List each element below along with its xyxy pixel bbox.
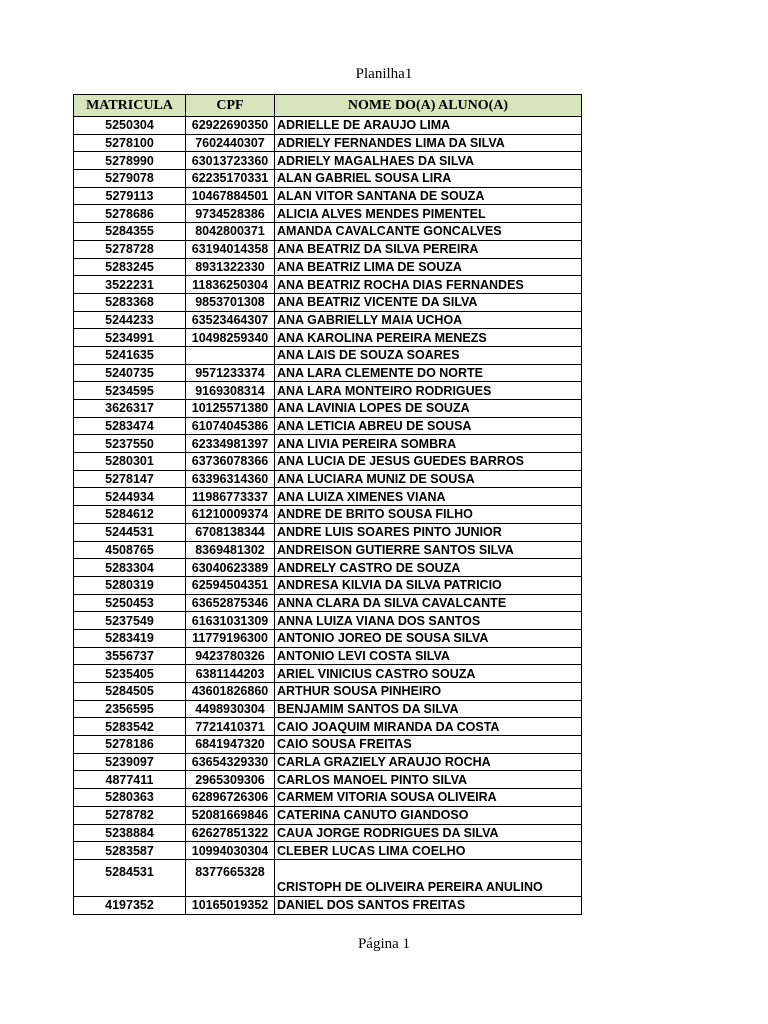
cell-cpf: 9734528386 bbox=[186, 205, 275, 223]
cell-nome: ANA BEATRIZ LIMA DE SOUZA bbox=[275, 258, 582, 276]
cell-matricula: 5278100 bbox=[74, 134, 186, 152]
cell-matricula: 5235405 bbox=[74, 665, 186, 683]
cell-cpf: 62334981397 bbox=[186, 435, 275, 453]
table-row bbox=[74, 417, 582, 435]
cell-cpf: 8931322330 bbox=[186, 258, 275, 276]
table-row bbox=[74, 134, 582, 152]
cell-matricula: 5283542 bbox=[74, 718, 186, 736]
cell-nome: CARLOS MANOEL PINTO SILVA bbox=[275, 771, 582, 789]
cell-matricula: 3556737 bbox=[74, 647, 186, 665]
cell-matricula: 5234991 bbox=[74, 329, 186, 347]
cell-cpf: 6841947320 bbox=[186, 736, 275, 754]
cell-nome: CLEBER LUCAS LIMA COELHO bbox=[275, 842, 582, 860]
table-row bbox=[74, 806, 582, 824]
cell-nome: ANA BEATRIZ VICENTE DA SILVA bbox=[275, 293, 582, 311]
cell-matricula: 5280363 bbox=[74, 789, 186, 807]
cell-nome: ADRIELY FERNANDES LIMA DA SILVA bbox=[275, 134, 582, 152]
cell-cpf: 8377665328 bbox=[186, 859, 275, 896]
cell-nome: CARMEM VITORIA SOUSA OLIVEIRA bbox=[275, 789, 582, 807]
cell-matricula: 5284531 bbox=[74, 859, 186, 896]
cell-nome: ANA LUIZA XIMENES VIANA bbox=[275, 488, 582, 506]
cell-cpf: 63652875346 bbox=[186, 594, 275, 612]
cell-matricula: 5280319 bbox=[74, 576, 186, 594]
cell-cpf: 62594504351 bbox=[186, 576, 275, 594]
cell-matricula: 5278782 bbox=[74, 806, 186, 824]
cell-nome: ALAN GABRIEL SOUSA LIRA bbox=[275, 170, 582, 188]
cell-nome: ANA GABRIELLY MAIA UCHOA bbox=[275, 311, 582, 329]
cell-matricula: 5237549 bbox=[74, 612, 186, 630]
cell-matricula: 5283368 bbox=[74, 293, 186, 311]
table-row bbox=[74, 346, 582, 364]
table-row bbox=[74, 117, 582, 135]
cell-nome: ANDRESA KILVIA DA SILVA PATRICIO bbox=[275, 576, 582, 594]
table-row bbox=[74, 523, 582, 541]
cell-matricula: 5250304 bbox=[74, 117, 186, 135]
cell-nome: ANNA LUIZA VIANA DOS SANTOS bbox=[275, 612, 582, 630]
cell-cpf: 63523464307 bbox=[186, 311, 275, 329]
cell-cpf: 62922690350 bbox=[186, 117, 275, 135]
cell-matricula: 5280301 bbox=[74, 453, 186, 471]
cell-nome: CARLA GRAZIELY ARAUJO ROCHA bbox=[275, 753, 582, 771]
header-matricula: MATRICULA bbox=[74, 95, 186, 117]
table-row bbox=[74, 718, 582, 736]
cell-nome: CRISTOPH DE OLIVEIRA PEREIRA ANULINO bbox=[275, 859, 582, 896]
table-row bbox=[74, 665, 582, 683]
cell-nome: ARTHUR SOUSA PINHEIRO bbox=[275, 683, 582, 701]
table-row bbox=[74, 771, 582, 789]
cell-cpf: 4498930304 bbox=[186, 700, 275, 718]
cell-cpf: 7602440307 bbox=[186, 134, 275, 152]
cell-nome: ANDRE LUIS SOARES PINTO JUNIOR bbox=[275, 523, 582, 541]
table-row bbox=[74, 683, 582, 701]
cell-matricula: 5278147 bbox=[74, 470, 186, 488]
cell-nome: CAIO SOUSA FREITAS bbox=[275, 736, 582, 754]
cell-matricula: 5250453 bbox=[74, 594, 186, 612]
cell-cpf: 63040623389 bbox=[186, 559, 275, 577]
table-row bbox=[74, 152, 582, 170]
cell-nome: ADRIELY MAGALHAES DA SILVA bbox=[275, 152, 582, 170]
table-row bbox=[74, 629, 582, 647]
table-row bbox=[74, 382, 582, 400]
cell-matricula: 5240735 bbox=[74, 364, 186, 382]
cell-matricula: 5279113 bbox=[74, 187, 186, 205]
cell-matricula: 5283304 bbox=[74, 559, 186, 577]
cell-matricula: 5283474 bbox=[74, 417, 186, 435]
table-row bbox=[74, 842, 582, 860]
cell-matricula: 2356595 bbox=[74, 700, 186, 718]
cell-matricula: 4877411 bbox=[74, 771, 186, 789]
cell-cpf: 63013723360 bbox=[186, 152, 275, 170]
cell-cpf: 11836250304 bbox=[186, 276, 275, 294]
table-row bbox=[74, 276, 582, 294]
cell-cpf: 7721410371 bbox=[186, 718, 275, 736]
table-row bbox=[74, 594, 582, 612]
cell-matricula: 5283245 bbox=[74, 258, 186, 276]
cell-nome: ANA LIVIA PEREIRA SOMBRA bbox=[275, 435, 582, 453]
cell-nome: BENJAMIM SANTOS DA SILVA bbox=[275, 700, 582, 718]
cell-nome: ANA KAROLINA PEREIRA MENEZS bbox=[275, 329, 582, 347]
table-row bbox=[74, 647, 582, 665]
table-row bbox=[74, 700, 582, 718]
table-row bbox=[74, 435, 582, 453]
table-row bbox=[74, 470, 582, 488]
table-row bbox=[74, 240, 582, 258]
cell-matricula: 3626317 bbox=[74, 400, 186, 418]
table-row bbox=[74, 541, 582, 559]
table-row bbox=[74, 789, 582, 807]
cell-nome: ANDREISON GUTIERRE SANTOS SILVA bbox=[275, 541, 582, 559]
cell-cpf: 52081669846 bbox=[186, 806, 275, 824]
table-row bbox=[74, 258, 582, 276]
table-row bbox=[74, 453, 582, 471]
cell-matricula: 5238884 bbox=[74, 824, 186, 842]
cell-cpf: 62896726306 bbox=[186, 789, 275, 807]
table-row bbox=[74, 506, 582, 524]
cell-nome: ANA LETICIA ABREU DE SOUSA bbox=[275, 417, 582, 435]
cell-nome: DANIEL DOS SANTOS FREITAS bbox=[275, 896, 582, 914]
cell-cpf: 11779196300 bbox=[186, 629, 275, 647]
cell-cpf: 9853701308 bbox=[186, 293, 275, 311]
cell-matricula: 5279078 bbox=[74, 170, 186, 188]
table-body bbox=[74, 117, 582, 915]
table-row bbox=[74, 223, 582, 241]
header-cpf: CPF bbox=[186, 95, 275, 117]
cell-nome: ADRIELLE DE ARAUJO LIMA bbox=[275, 117, 582, 135]
table-row bbox=[74, 559, 582, 577]
cell-cpf: 61074045386 bbox=[186, 417, 275, 435]
cell-nome: AMANDA CAVALCANTE GONCALVES bbox=[275, 223, 582, 241]
cell-matricula: 3522231 bbox=[74, 276, 186, 294]
cell-nome: ANDRELY CASTRO DE SOUZA bbox=[275, 559, 582, 577]
cell-nome: ANDRE DE BRITO SOUSA FILHO bbox=[275, 506, 582, 524]
table-row bbox=[74, 170, 582, 188]
cell-cpf: 43601826860 bbox=[186, 683, 275, 701]
cell-matricula: 5283587 bbox=[74, 842, 186, 860]
cell-nome: ANTONIO LEVI COSTA SILVA bbox=[275, 647, 582, 665]
cell-matricula: 5278990 bbox=[74, 152, 186, 170]
cell-nome: CATERINA CANUTO GIANDOSO bbox=[275, 806, 582, 824]
cell-nome: ANA BEATRIZ ROCHA DIAS FERNANDES bbox=[275, 276, 582, 294]
cell-matricula: 4508765 bbox=[74, 541, 186, 559]
sheet-title: Planilha1 bbox=[355, 66, 413, 82]
cell-matricula: 5278186 bbox=[74, 736, 186, 754]
table-row bbox=[74, 293, 582, 311]
cell-nome: ANA LARA CLEMENTE DO NORTE bbox=[275, 364, 582, 382]
cell-cpf: 10994030304 bbox=[186, 842, 275, 860]
table-row bbox=[74, 896, 582, 914]
cell-nome: ALICIA ALVES MENDES PIMENTEL bbox=[275, 205, 582, 223]
cell-matricula: 5244934 bbox=[74, 488, 186, 506]
table-row bbox=[74, 824, 582, 842]
cell-nome: ANTONIO JOREO DE SOUSA SILVA bbox=[275, 629, 582, 647]
table-row bbox=[74, 576, 582, 594]
header-row bbox=[74, 95, 582, 117]
cell-cpf: 61210009374 bbox=[186, 506, 275, 524]
cell-cpf: 62627851322 bbox=[186, 824, 275, 842]
cell-nome: ANNA CLARA DA SILVA CAVALCANTE bbox=[275, 594, 582, 612]
cell-cpf: 63194014358 bbox=[186, 240, 275, 258]
cell-cpf: 9571233374 bbox=[186, 364, 275, 382]
cell-cpf: 6708138344 bbox=[186, 523, 275, 541]
cell-matricula: 5239097 bbox=[74, 753, 186, 771]
cell-matricula: 5284505 bbox=[74, 683, 186, 701]
cell-cpf: 10498259340 bbox=[186, 329, 275, 347]
table-row bbox=[74, 736, 582, 754]
table-row bbox=[74, 612, 582, 630]
cell-cpf: 61631031309 bbox=[186, 612, 275, 630]
student-table bbox=[73, 94, 582, 915]
page-footer: Página 1 bbox=[357, 936, 411, 952]
table-row bbox=[74, 753, 582, 771]
cell-cpf: 63654329330 bbox=[186, 753, 275, 771]
table-row bbox=[74, 364, 582, 382]
cell-cpf: 9169308314 bbox=[186, 382, 275, 400]
cell-cpf: 9423780326 bbox=[186, 647, 275, 665]
cell-cpf: 63396314360 bbox=[186, 470, 275, 488]
cell-nome: ANA LUCIA DE JESUS GUEDES BARROS bbox=[275, 453, 582, 471]
cell-cpf: 8042800371 bbox=[186, 223, 275, 241]
cell-cpf: 63736078366 bbox=[186, 453, 275, 471]
cell-matricula: 5244233 bbox=[74, 311, 186, 329]
cell-cpf: 10125571380 bbox=[186, 400, 275, 418]
header-nome: NOME DO(A) ALUNO(A) bbox=[275, 95, 582, 117]
cell-cpf: 6381144203 bbox=[186, 665, 275, 683]
cell-nome: ANA LAVINIA LOPES DE SOUZA bbox=[275, 400, 582, 418]
cell-nome: ALAN VITOR SANTANA DE SOUZA bbox=[275, 187, 582, 205]
cell-cpf: 10467884501 bbox=[186, 187, 275, 205]
cell-cpf: 62235170331 bbox=[186, 170, 275, 188]
cell-nome: CAIO JOAQUIM MIRANDA DA COSTA bbox=[275, 718, 582, 736]
cell-cpf: 8369481302 bbox=[186, 541, 275, 559]
table-row bbox=[74, 205, 582, 223]
cell-matricula: 5284612 bbox=[74, 506, 186, 524]
cell-matricula: 5284355 bbox=[74, 223, 186, 241]
cell-nome: ANA BEATRIZ DA SILVA PEREIRA bbox=[275, 240, 582, 258]
cell-matricula: 4197352 bbox=[74, 896, 186, 914]
cell-matricula: 5283419 bbox=[74, 629, 186, 647]
cell-nome: ANA LAIS DE SOUZA SOARES bbox=[275, 346, 582, 364]
cell-nome: ANA LARA MONTEIRO RODRIGUES bbox=[275, 382, 582, 400]
table-row bbox=[74, 859, 582, 896]
cell-cpf bbox=[186, 346, 275, 364]
cell-matricula: 5278686 bbox=[74, 205, 186, 223]
cell-matricula: 5234595 bbox=[74, 382, 186, 400]
cell-cpf: 11986773337 bbox=[186, 488, 275, 506]
cell-matricula: 5244531 bbox=[74, 523, 186, 541]
cell-matricula: 5278728 bbox=[74, 240, 186, 258]
cell-cpf: 2965309306 bbox=[186, 771, 275, 789]
cell-nome: ARIEL VINICIUS CASTRO SOUZA bbox=[275, 665, 582, 683]
table-row bbox=[74, 187, 582, 205]
cell-matricula: 5241635 bbox=[74, 346, 186, 364]
cell-nome: ANA LUCIARA MUNIZ DE SOUSA bbox=[275, 470, 582, 488]
table-row bbox=[74, 311, 582, 329]
cell-cpf: 10165019352 bbox=[186, 896, 275, 914]
table-row bbox=[74, 329, 582, 347]
cell-nome: CAUA JORGE RODRIGUES DA SILVA bbox=[275, 824, 582, 842]
table-row bbox=[74, 488, 582, 506]
cell-matricula: 5237550 bbox=[74, 435, 186, 453]
table-row bbox=[74, 400, 582, 418]
